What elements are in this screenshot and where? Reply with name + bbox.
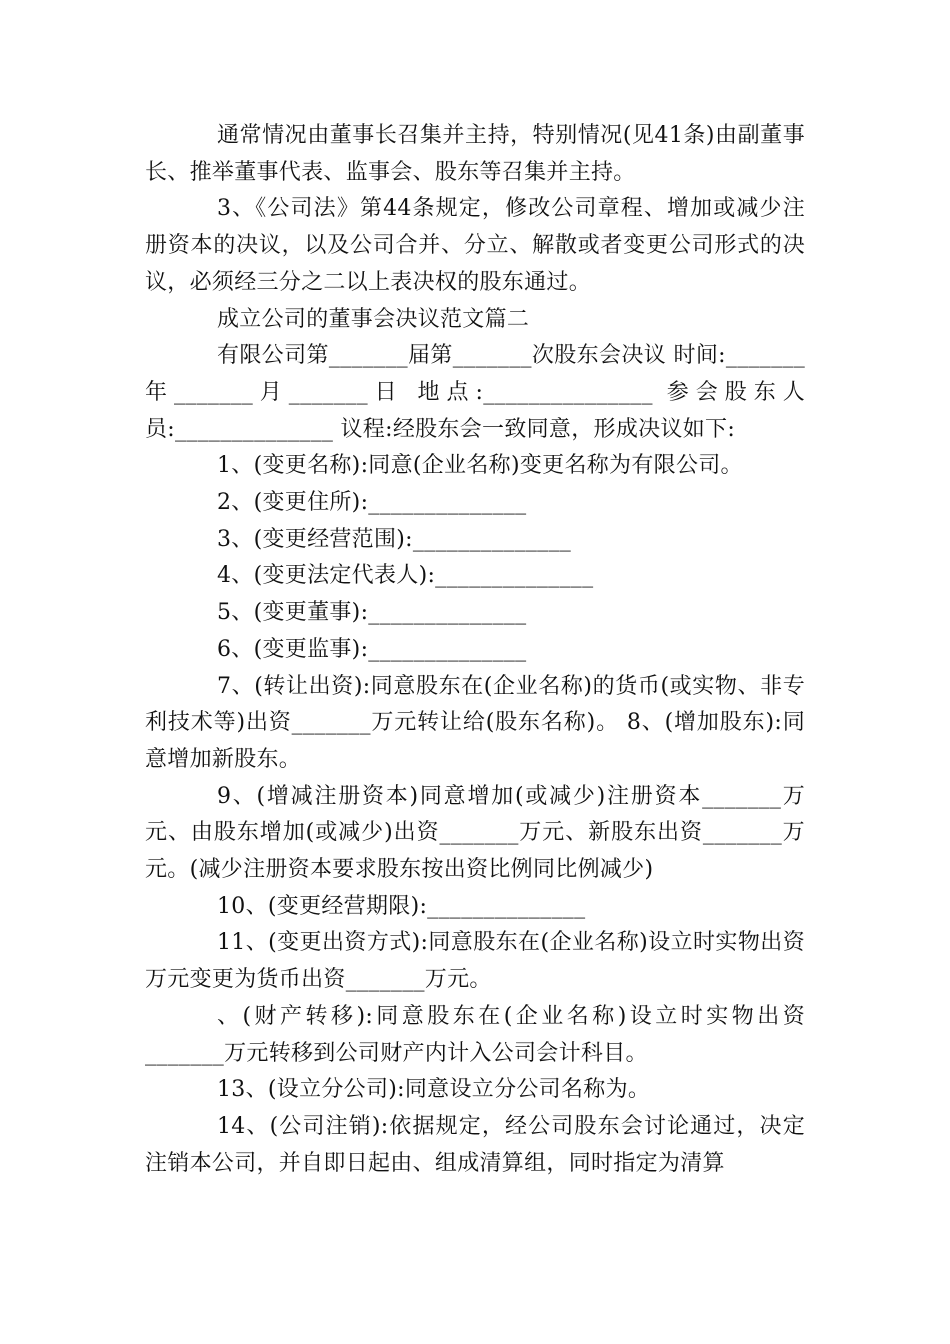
- item-change-directors: 5、(变更董事):______________: [217, 600, 527, 626]
- item-change-term: 10、(变更经营期限):______________: [217, 893, 586, 919]
- paragraph-company-law-44: 3、《公司法》第44条规定，修改公司章程、增加或减少注册资本的决议，以及公司合并、分立、解散或者变更公司形式的决议，必须经三分之二以上表决权的股东通过。: [145, 196, 805, 295]
- paragraph-meeting-convener: 通常情况由董事长召集并主持，特别情况(见41条)由副董事长、推举董事代表、监事会、股东等召集并主持。: [145, 123, 805, 185]
- item-change-legal-rep: 4、(变更法定代表人):______________: [217, 563, 594, 589]
- item-change-address: 2、(变更住所):______________: [217, 490, 527, 516]
- item-change-scope: 3、(变更经营范围):______________: [217, 526, 572, 552]
- item-change-contribution: 11、(变更出资方式):同意股东在(企业名称)设立时实物出资万元变更为货币出资_______万元。: [145, 930, 805, 993]
- item-deregistration: 14、(公司注销):依据规定，经公司股东会讨论通过，决定注销本公司，并自即日起由、组成清算组，同时指定为清算: [145, 1113, 805, 1176]
- document-body: [145, 118, 805, 1182]
- section-heading: 成立公司的董事会决议范文篇二: [217, 306, 530, 332]
- item-change-name: 1、(变更名称):同意(企业名称)变更名称为有限公司。: [217, 453, 743, 479]
- item-transfer-capital: 7、(转让出资):同意股东在(企业名称)的货币(或实物、非专利技术等)出资_______万元转让给(股东名称)。 8、(增加股东):同意增加新股东。: [145, 673, 805, 772]
- item-branch: 13、(设立分公司):同意设立分公司名称为。: [217, 1077, 651, 1103]
- item-change-supervisors: 6、(变更监事):______________: [217, 636, 527, 662]
- item-registered-capital: 9、(增减注册资本)同意增加(或减少)注册资本_______万元、由股东增加(或减少)出资_______万元、新股东出资_______万元。(减少注册资本要求股东按出资比例同比例减少): [145, 783, 805, 883]
- item-property-transfer: 、(财产转移):同意股东在(企业名称)设立时实物出资_______万元转移到公司财产内计入公司会计科目。: [145, 1003, 805, 1066]
- paragraph-resolution-header: 有限公司第_______届第_______次股东会决议 时间:_______年_______月_______日 地点:_______________ 参会股东人员:______________ 议程:经股东会一致同意，形成决议如下:: [145, 343, 805, 442]
